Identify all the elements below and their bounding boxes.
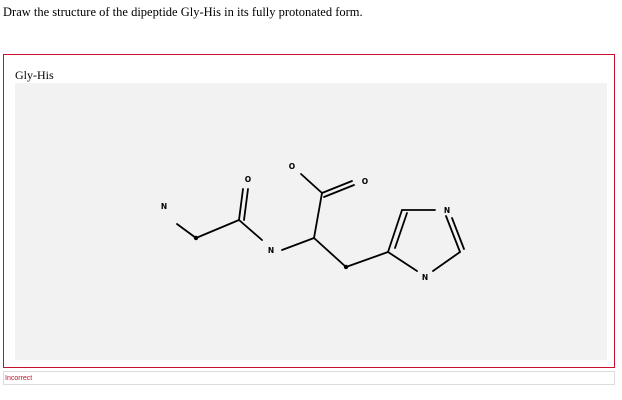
bond-nd-cg — [388, 252, 417, 271]
atom-dot-cb — [344, 265, 348, 269]
drawing-canvas[interactable] — [15, 83, 607, 360]
bond-ca2-c2 — [314, 193, 322, 238]
atom-label-n-ring-delta: N — [421, 273, 429, 282]
bond-ca2-cb — [314, 238, 346, 267]
bond-c1-n2 — [239, 220, 262, 240]
atom-label-n-ring-epsilon: N — [443, 206, 451, 215]
bond-c2-o-single — [301, 174, 322, 193]
bond-c1-o1-b — [244, 189, 248, 220]
bond-n-ca1 — [177, 224, 196, 238]
molecule-drawing — [15, 83, 607, 360]
structure-title: Gly-His — [15, 68, 54, 82]
feedback-bar — [3, 371, 615, 385]
bond-cb-cg — [346, 252, 388, 267]
atom-label-n-amide: N — [267, 246, 275, 255]
atom-label-o-hydroxyl: O — [288, 162, 296, 171]
question-prompt: Draw the structure of the dipeptide Gly-His in its fully protonated form. — [3, 5, 363, 19]
bond-cg-cd-inner — [395, 213, 407, 248]
atom-label-n-terminal: N — [160, 202, 168, 211]
bond-ca1-c1 — [196, 220, 239, 238]
feedback-status: Incorrect — [5, 375, 33, 382]
atom-label-o-carbonyl-1: O — [244, 175, 252, 184]
bond-ne-ce-inner — [452, 218, 464, 249]
bond-c1-o1-a — [239, 189, 243, 220]
atom-dot-ca1 — [194, 236, 198, 240]
atom-label-o-carbonyl-2: O — [361, 177, 369, 186]
answer-box — [3, 54, 615, 368]
bond-ce-nd — [433, 252, 460, 271]
bond-n2-ca2 — [282, 238, 314, 250]
